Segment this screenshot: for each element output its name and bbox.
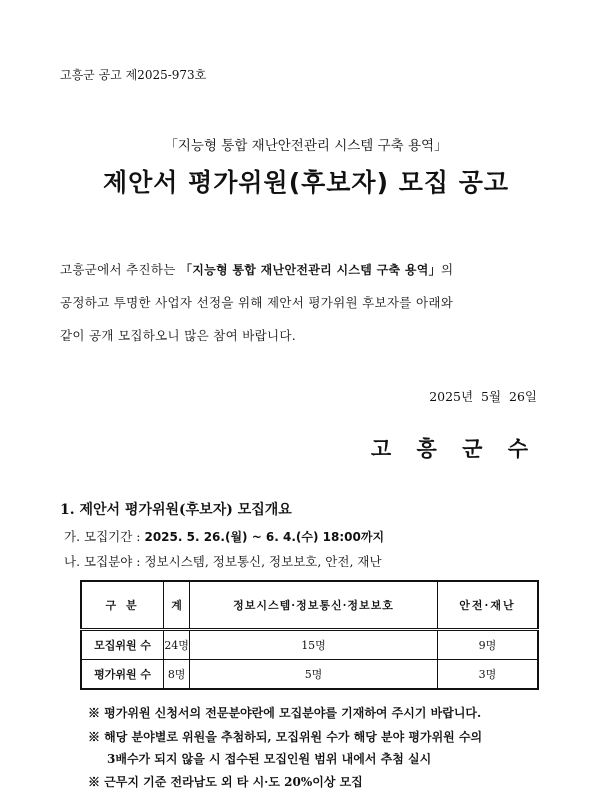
table-header: 구 분 xyxy=(81,581,164,630)
intro-line-2: 공정하고 투명한 사업자 선정을 위해 제안서 평가위원 후보자를 아래와 xyxy=(60,295,454,310)
period-value: 2025. 5. 26.(월) ~ 6. 4.(수) 18:00까지 xyxy=(144,530,385,544)
issuer: 고 흥 군 수 xyxy=(370,436,537,461)
intro-line-1 xyxy=(60,260,453,278)
intro-line-3: 같이 공개 모집하오니 많은 참여 바랍니다. xyxy=(60,328,297,343)
intro-project-name: 「지능형 통합 재난안전관리 시스템 구축 용역」 xyxy=(179,263,441,277)
table-header: 안전·재난 xyxy=(437,581,538,630)
table-cell: 3명 xyxy=(437,660,538,690)
table-cell: 15명 xyxy=(190,630,438,660)
table-row xyxy=(81,630,538,660)
recruit-field: 나. 모집분야 : 정보시스템, 정보통신, 정보보호, 안전, 재난 xyxy=(64,554,382,569)
table-cell: 5명 xyxy=(190,660,438,690)
note-2: ※ 해당 분야별로 위원을 추첨하되, 모집위원 수가 해당 분야 평가위원 수의 xyxy=(88,730,483,744)
table-header: 정보시스템·정보통신·정보보호 xyxy=(190,581,438,630)
project-title: 「지능형 통합 재난안전관리 시스템 구축 용역」 xyxy=(164,138,448,154)
note-2-continued: 3배수가 되지 않을 시 접수된 모집인원 범위 내에서 추첨 실시 xyxy=(107,752,432,766)
note-1: ※ 평가위원 신청서의 전문분야란에 모집분야를 기재하여 주시기 바랍니다. xyxy=(88,706,482,720)
recruit-table xyxy=(80,580,539,690)
table-header-row xyxy=(81,581,538,630)
table-cell: 모집위원 수 xyxy=(81,630,164,660)
table-cell: 24명 xyxy=(164,630,190,660)
note-3: ※ 근무지 기준 전라남도 외 타 시·도 20%이상 모집 xyxy=(88,775,363,789)
page-title: 제안서 평가위원(후보자) 모집 공고 xyxy=(102,168,510,197)
table-header: 계 xyxy=(164,581,190,630)
table-cell: 9명 xyxy=(437,630,538,660)
section-heading: 1. 제안서 평가위원(후보자) 모집개요 xyxy=(60,502,292,518)
table-cell: 8명 xyxy=(164,660,190,690)
table-cell: 평가위원 수 xyxy=(81,660,164,690)
notice-date: 2025년 5월 26일 xyxy=(429,389,537,404)
recruit-period xyxy=(64,527,384,545)
period-label: 가. 모집기간 : xyxy=(64,529,145,544)
intro-suffix: 의 xyxy=(440,262,454,277)
intro-prefix: 고흥군에서 추진하는 xyxy=(60,262,180,277)
table-row xyxy=(81,660,538,690)
notice-number: 고흥군 공고 제2025-973호 xyxy=(60,68,207,82)
